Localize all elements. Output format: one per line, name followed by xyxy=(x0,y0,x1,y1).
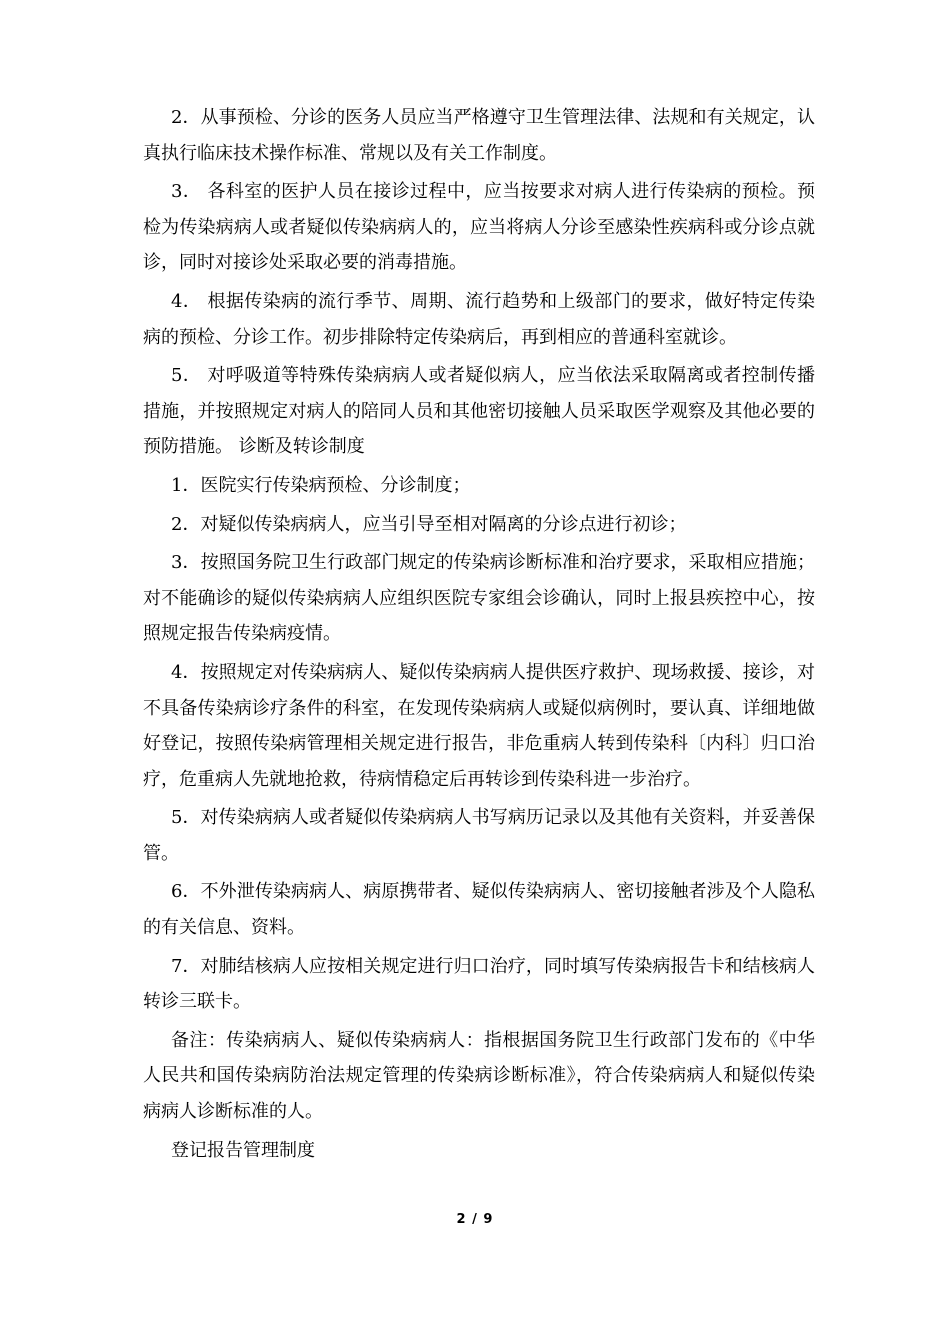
paragraph-department-pre-check: 3． 各科室的医护人员在接诊过程中，应当按要求对病人进行传染病的预检。预检为传染病病人或者疑似传染病病人的，应当将病人分诊至感染性疾病科或分诊点就诊，同时对接诊处采取必要的消毒措施。 xyxy=(143,181,815,274)
paragraph-diagnosis-item-4: 4．按照规定对传染病病人、疑似传染病病人提供医疗救护、现场救援、接诊，对不具备传染病诊疗条件的科室，在发现传染病病人或疑似病例时，要认真、详细地做好登记，按照传染病管理相关规定进行报告，非危重病人转到传染科〔内科〕归口治疗，危重病人先就地抢救，待病情稳定后再转诊到传染科进一步治疗。 xyxy=(143,661,815,790)
paragraph-diagnosis-item-5: 5．对传染病病人或者疑似传染病病人书写病历记录以及其他有关资料，并妥善保管。 xyxy=(143,807,815,864)
paragraph-diagnosis-item-2: 2．对疑似传染病病人，应当引导至相对隔离的分诊点进行初诊； xyxy=(171,513,687,535)
paragraph-seasonal-triage: 4． 根据传染病的流行季节、周期、流行趋势和上级部门的要求，做好特定传染病的预检、分诊工作。初步排除特定传染病后，再到相应的普通科室就诊。 xyxy=(143,290,815,348)
paragraph-diagnosis-item-1: 1．医院实行传染病预检、分诊制度； xyxy=(171,474,471,496)
paragraph-triage-staff-rules: 2．从事预检、分诊的医务人员应当严格遵守卫生管理法律、法规和有关规定，认真执行临床技术操作标准、常规以及有关工作制度。 xyxy=(143,107,815,164)
paragraph-remark: 备注：传染病病人、疑似传染病病人：指根据国务院卫生行政部门发布的《中华人民共和国传染病防治法规定管理的传染病诊断标准》，符合传染病病人和疑似传染病病人诊断标准的人。 xyxy=(143,1029,815,1123)
page-number: 2 / 9 xyxy=(456,1212,494,1227)
paragraph-diagnosis-item-6: 6．不外泄传染病病人、病原携带者、疑似传染病病人、密切接触者涉及个人隐私的有关信息、资料。 xyxy=(143,881,815,939)
paragraph-diagnosis-item-3: 3．按照国务院卫生行政部门规定的传染病诊断标准和治疗要求，采取相应措施；对不能确诊的疑似传染病病人应组织医院专家组会诊确认，同时上报县疾控中心，按照规定报告传染病疫情。 xyxy=(143,552,815,645)
paragraph-diagnosis-item-7: 7．对肺结核病人应按相关规定进行归口治疗，同时填写传染病报告卡和结核病人转诊三联卡。 xyxy=(143,955,815,1013)
document-body xyxy=(143,100,815,1171)
section-heading-registration: 登记报告管理制度 xyxy=(171,1139,315,1161)
paragraph-respiratory-isolation: 5． 对呼吸道等特殊传染病病人或者疑似病人，应当依法采取隔离或者控制传播措施，并按照规定对病人的陪同人员和其他密切接触人员采取医学观察及其他必要的预防措施。 诊断及转诊制度 xyxy=(143,365,815,458)
